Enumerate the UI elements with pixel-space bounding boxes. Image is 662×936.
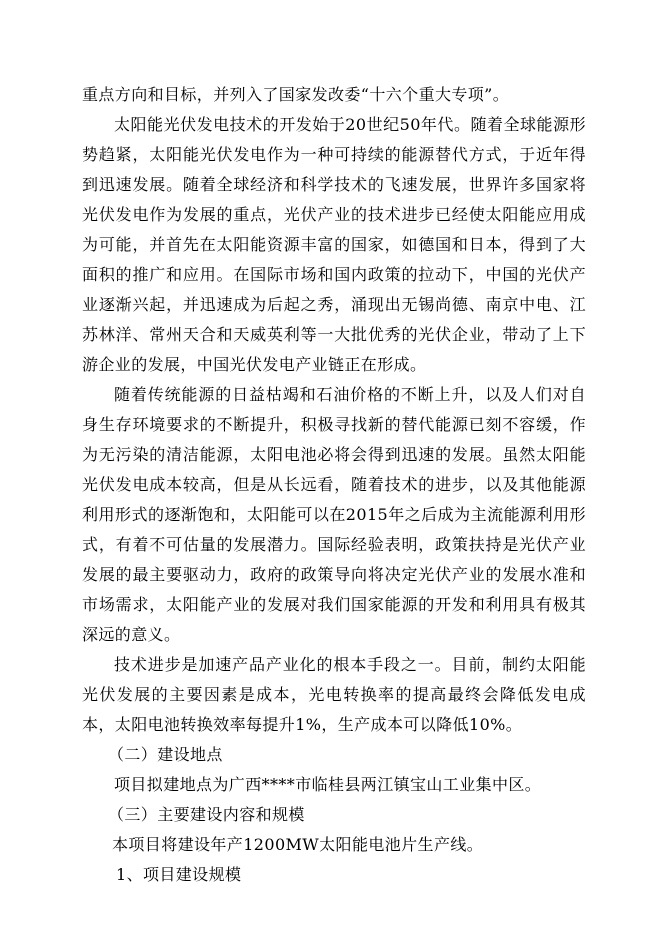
- paragraph-continuation: 重点方向和目标，并列入了国家发改委“十六个重大专项”。: [82, 85, 510, 104]
- paragraph-location: 项目拟建地点为广西****市临桂县两江镇宝山工业集中区。: [114, 775, 542, 794]
- section-heading-content-scale: （三）主要建设内容和规模: [108, 805, 305, 824]
- document-page: [82, 80, 586, 890]
- section-heading-location: （二）建设地点: [108, 745, 223, 764]
- paragraph-technology-progress: 技术进步是加速产品产业化的根本手段之一。目前，制约太阳能光伏发展的主要因素是成本，光电转换率的提高最终会降低发电成本，太阳电池转换效率每提升1%，生产成本可以降低10%。: [82, 655, 586, 734]
- paragraph-pv-history: 太阳能光伏发电技术的开发始于20世纪50年代。随着全球能源形势趋紧，太阳能光伏发电作为一种可持续的能源替代方式，于近年得到迅速发展。随着全球经济和科学技术的飞速发展，世界许多国家将光伏发电作为发展的重点，光伏产业的技术进步已经使太阳能应用成为可能，并首先在太阳能资源丰富的国家，如德国和日本，得到了大面积的推广和应用。在国际市场和国内政策的拉动下，中国的光伏产业逐渐兴起，并迅速成为后起之秀，涌现出无锡尚德、南京中电、江苏林洋、常州天合和天威英利等一大批优秀的光伏企业，带动了上下游企业的发展，中国光伏发电产业链正在形成。: [82, 115, 586, 374]
- paragraph-energy-outlook: 随着传统能源的日益枯竭和石油价格的不断上升，以及人们对自身生存环境要求的不断提升，积极寻找新的替代能源已刻不容缓，作为无污染的清洁能源，太阳电池必将会得到迅速的发展。虽然太阳能光伏发电成本较高，但是从长远看，随着技术的进步，以及其他能源利用形式的逐渐饱和，太阳能可以在2015年之后成为主流能源利用形式，有着不可估量的发展潜力。国际经验表明，政策扶持是光伏产业发展的最主要驱动力，政府的政策导向将决定光伏产业的发展水准和市场需求，太阳能产业的发展对我们国家能源的开发和利用具有极其深远的意义。: [82, 385, 586, 644]
- paragraph-content-scale: 本项目将建设年产1200MW太阳能电池片生产线。: [112, 835, 484, 854]
- subsection-heading-scale: 1、项目建设规模: [116, 865, 242, 884]
